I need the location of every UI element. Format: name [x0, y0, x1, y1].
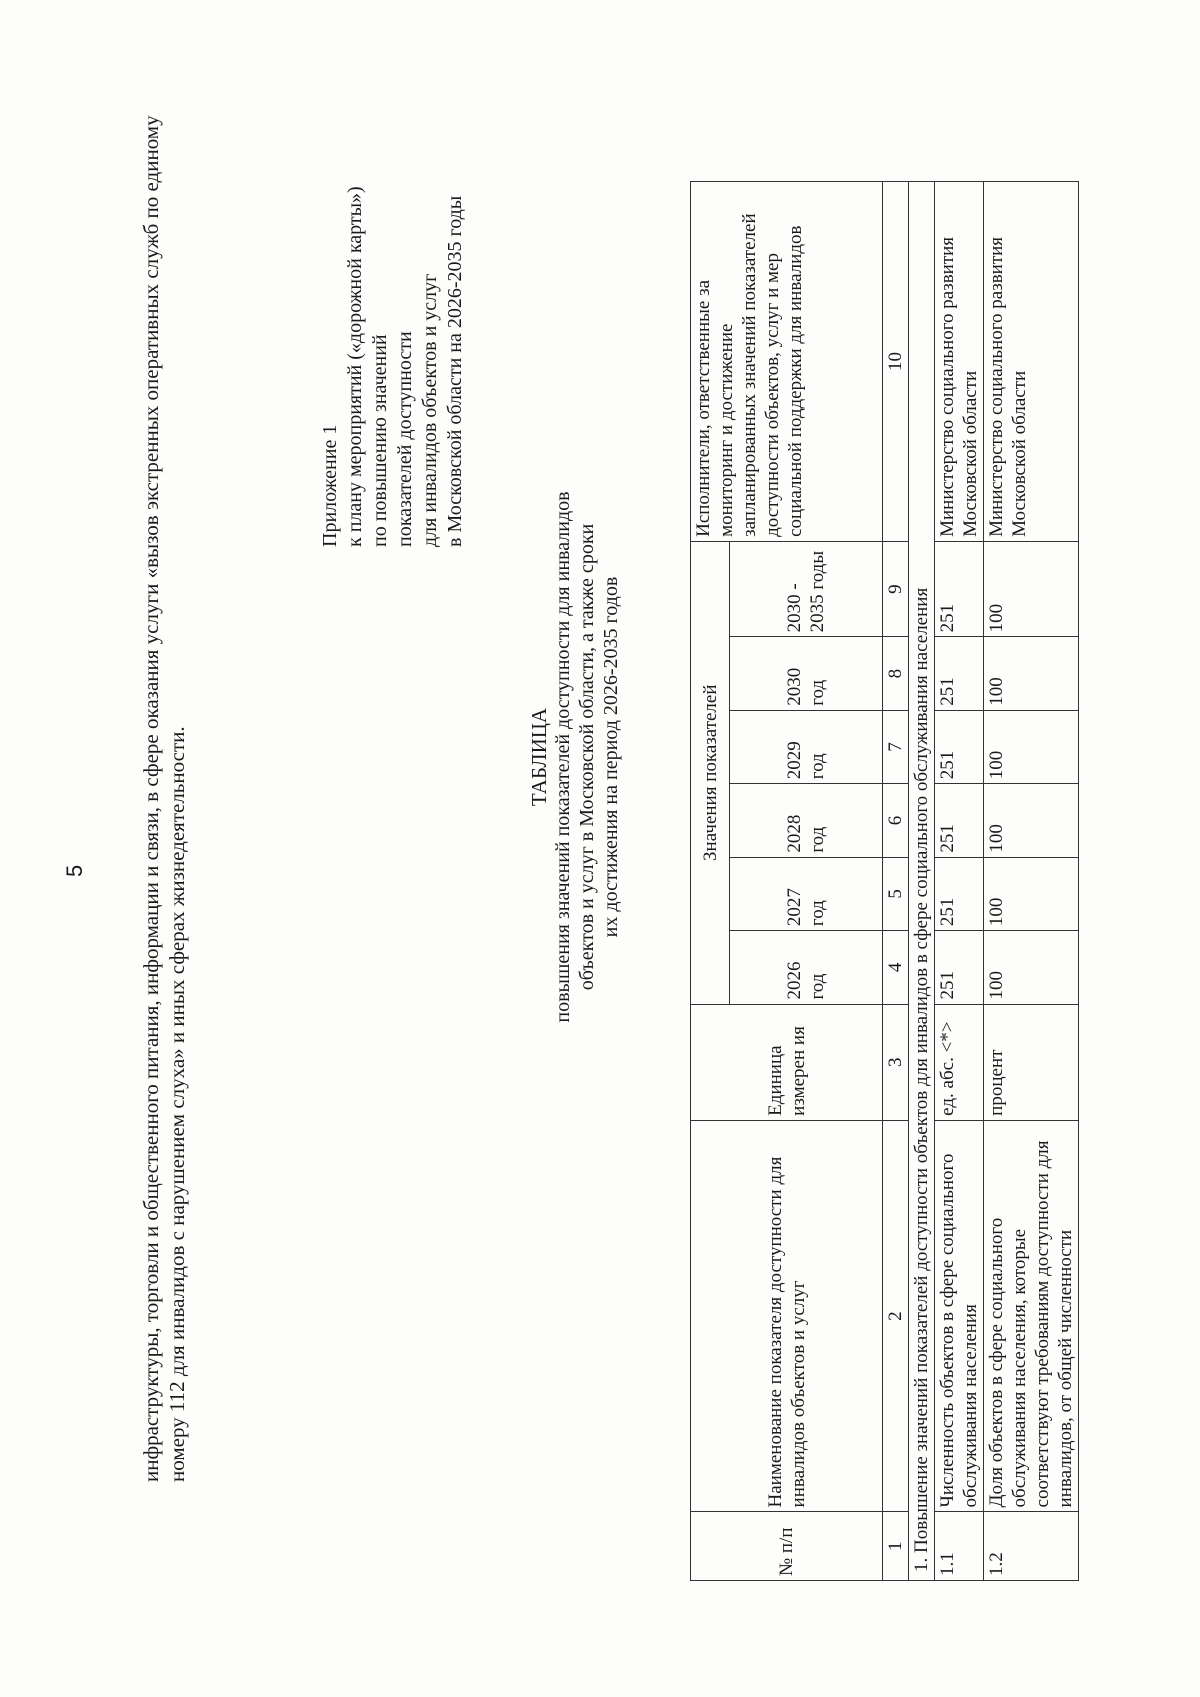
- header-year: 2026 год: [730, 931, 883, 1004]
- column-number: 6: [883, 784, 909, 857]
- column-number-row: [883, 182, 909, 1581]
- row-value: 100: [984, 541, 1079, 636]
- header-name: Наименование показателя доступности для инвалидов объектов и услуг: [691, 1120, 883, 1512]
- appendix-line: для инвалидов объектов и услуг: [419, 273, 441, 547]
- header-year: 2030 год: [730, 637, 883, 710]
- section-row: [909, 182, 935, 1581]
- header-unit: Единица измерен ия: [691, 1004, 883, 1120]
- appendix-header: [318, 186, 468, 547]
- row-value: 251: [935, 541, 984, 636]
- header-year: 2027 год: [730, 857, 883, 930]
- row-name: Численность объектов в сфере социального обслуживания населения: [935, 1120, 984, 1512]
- table-row: [984, 182, 1079, 1581]
- column-number: 8: [883, 637, 909, 710]
- row-value: 251: [935, 931, 984, 1004]
- column-number: 4: [883, 931, 909, 1004]
- header-year: 2028 год: [730, 784, 883, 857]
- appendix-line: Приложение 1: [319, 424, 341, 547]
- row-executor: Министерство социального развития Московской области: [935, 182, 984, 542]
- page-number: 5: [62, 864, 87, 877]
- row-value: 251: [935, 710, 984, 783]
- header-num: № п/п: [691, 1512, 883, 1581]
- appendix-line: показателей доступности: [394, 331, 416, 547]
- table-subtitle-line: их достижения на период 2026-2035 годов: [600, 576, 622, 938]
- column-number: 10: [883, 182, 909, 542]
- header-year: 2030 - 2035 годы: [730, 541, 883, 636]
- table-row: [935, 182, 984, 1581]
- column-number: 7: [883, 710, 909, 783]
- intro-paragraph: инфраструктуры, торговли и общественного питания, информации и связи, в сфере оказания услуги «вызов экстренных оперативных служб по единому номеру 112 для инвалидов с нарушением слуха» и иных сферах жизнедеятельности.: [139, 115, 189, 1482]
- column-number: 1: [883, 1512, 909, 1581]
- row-unit: процент: [984, 1004, 1079, 1120]
- indicators-table: [690, 181, 1079, 1581]
- header-row: [691, 182, 730, 1581]
- column-number: 3: [883, 1004, 909, 1120]
- row-unit: ед. абс. <*>: [935, 1004, 984, 1120]
- row-value: 100: [984, 784, 1079, 857]
- row-num: 1.1: [935, 1512, 984, 1581]
- header-executor: Исполнители, ответственные за мониторинг и достижение запланированных значений показателей доступности объектов, услуг и мер социальной поддержки для инвалидов: [691, 182, 883, 542]
- column-number: 9: [883, 541, 909, 636]
- header-values-group: Значения показателей: [691, 541, 730, 1004]
- table-title: ТАБЛИЦА: [527, 707, 551, 807]
- appendix-line: по повышению значений: [369, 334, 391, 547]
- section-title: 1. Повышение значений показателей доступности объектов для инвалидов в сфере социального обслуживания населения: [909, 182, 935, 1581]
- row-value: 100: [984, 637, 1079, 710]
- row-value: 100: [984, 710, 1079, 783]
- row-executor: Министерство социального развития Московской области: [984, 182, 1079, 542]
- row-num: 1.2: [984, 1512, 1079, 1581]
- appendix-line: к плану мероприятий («дорожной карты»): [344, 186, 366, 547]
- appendix-line: в Московской области на 2026-2035 годы: [444, 195, 466, 547]
- column-number: 2: [883, 1120, 909, 1512]
- row-value: 100: [984, 857, 1079, 930]
- row-value: 251: [935, 637, 984, 710]
- row-value: 251: [935, 784, 984, 857]
- header-year: 2029 год: [730, 710, 883, 783]
- row-name: Доля объектов в сфере социального обслуживания населения, которые соответствуют требованиям доступности для инвалидов, от общей численности: [984, 1120, 1079, 1512]
- row-value: 251: [935, 857, 984, 930]
- row-value: 100: [984, 931, 1079, 1004]
- table-subtitle-line: объектов и услуг в Московской области, а также сроки: [576, 523, 598, 991]
- table-title-block: [527, 377, 623, 1137]
- table-subtitle-line: повышения значений показателей доступности для инвалидов: [552, 491, 574, 1023]
- column-number: 5: [883, 857, 909, 930]
